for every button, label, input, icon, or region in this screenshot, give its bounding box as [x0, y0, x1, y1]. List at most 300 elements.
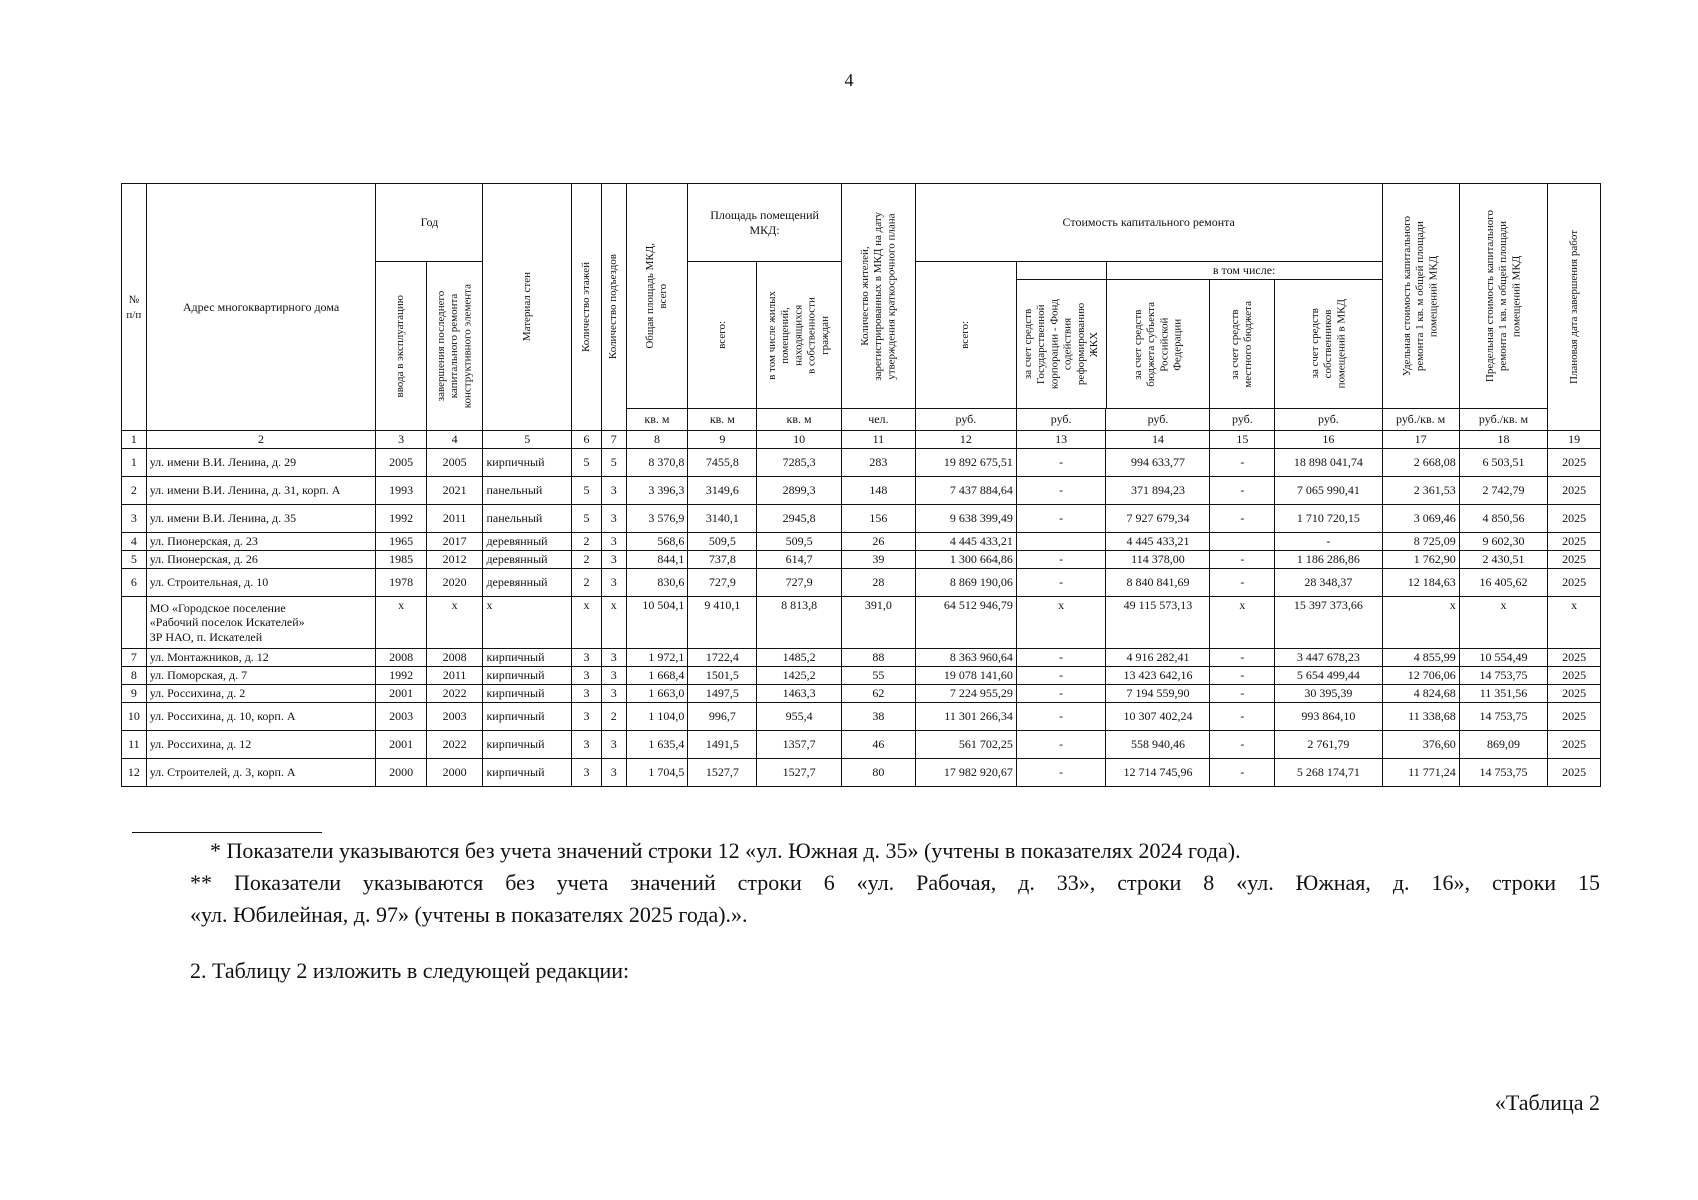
cell-premises-owned: 1357,7 — [757, 731, 841, 759]
cell-max-cost: 14 753,75 — [1459, 703, 1548, 731]
cell-cost-region: 13 423 642,16 — [1106, 667, 1210, 685]
cell-max-cost: 14 753,75 — [1459, 667, 1548, 685]
cell-entrances: 5 — [601, 449, 626, 477]
cell-unit-cost: 11 771,24 — [1382, 759, 1459, 787]
cell-cost-owners: 2 761,79 — [1275, 731, 1382, 759]
cell-planned-date: 2025 — [1548, 649, 1601, 667]
cell-year-repair: 2000 — [426, 759, 483, 787]
header-address: Адрес многоквартирного дома — [146, 184, 376, 431]
cell-year-repair: 2021 — [426, 477, 483, 505]
cell-total-area: 8 370,8 — [626, 449, 688, 477]
column-number: 5 — [483, 431, 572, 449]
cell-num: 7 — [122, 649, 147, 667]
cell-cost-fund — [1016, 533, 1106, 551]
cell-floors: 3 — [572, 685, 602, 703]
header-entrances: Количество подъездов — [601, 184, 626, 431]
header-total-area: Общая площадь МКД, всего — [626, 184, 688, 409]
cell-unit-cost: 4 824,68 — [1382, 685, 1459, 703]
cell-planned-date: 2025 — [1548, 551, 1601, 569]
cell-cost-local: x — [1210, 597, 1275, 649]
table-row — [122, 731, 1601, 759]
cell-unit-cost: x — [1382, 597, 1459, 649]
cell-wall-material: кирпичный — [483, 731, 572, 759]
cell-year-commission: 2001 — [376, 685, 426, 703]
cell-premises-owned: 614,7 — [757, 551, 841, 569]
cell-cost-local: - — [1210, 569, 1275, 597]
column-number: 16 — [1275, 431, 1382, 449]
cell-planned-date: 2025 — [1548, 759, 1601, 787]
cell-year-repair: 2003 — [426, 703, 483, 731]
cell-total-area: 1 704,5 — [626, 759, 688, 787]
cell-residents: 283 — [841, 449, 915, 477]
cell-premises-total: 3149,6 — [688, 477, 757, 505]
cell-cost-region: 49 115 573,13 — [1106, 597, 1210, 649]
cell-planned-date: 2025 — [1548, 533, 1601, 551]
header-premises-owned: в том числе жилых помещений, находящихся в собственности граждан — [757, 262, 841, 409]
table-row — [122, 703, 1601, 731]
cell-unit-cost: 4 855,99 — [1382, 649, 1459, 667]
cell-residents: 88 — [841, 649, 915, 667]
cell-num: 1 — [122, 449, 147, 477]
cell-cost-local: - — [1210, 703, 1275, 731]
cell-floors: 3 — [572, 703, 602, 731]
cell-cost-owners: 18 898 041,74 — [1275, 449, 1382, 477]
cell-year-repair: 2011 — [426, 667, 483, 685]
column-number: 18 — [1459, 431, 1548, 449]
cell-cost-owners: 30 395,39 — [1275, 685, 1382, 703]
cell-num: 8 — [122, 667, 147, 685]
cell-year-commission: 1992 — [376, 667, 426, 685]
cell-max-cost: 14 753,75 — [1459, 759, 1548, 787]
cell-premises-owned: 1425,2 — [757, 667, 841, 685]
cell-cost-total: 11 301 266,34 — [915, 703, 1016, 731]
cell-year-commission: 1965 — [376, 533, 426, 551]
cell-wall-material: деревянный — [483, 551, 572, 569]
cell-cost-region: 10 307 402,24 — [1106, 703, 1210, 731]
cell-residents: 38 — [841, 703, 915, 731]
header-cost-local: за счет средств местного бюджета — [1210, 280, 1275, 409]
header-floors: Количество этажей — [572, 184, 602, 431]
cell-year-repair: 2017 — [426, 533, 483, 551]
cell-address: ул. Россихина, д. 2 — [146, 685, 376, 703]
cell-unit-cost: 2 361,53 — [1382, 477, 1459, 505]
column-number: 10 — [757, 431, 841, 449]
cell-year-commission: 1992 — [376, 505, 426, 533]
cell-floors: 2 — [572, 569, 602, 597]
cell-max-cost: 6 503,51 — [1459, 449, 1548, 477]
cell-address-text: МО «Городское поселение «Рабочий поселок Искателей» ЗР НАО, п. Искателей — [149, 600, 305, 644]
cell-cost-total: 7 437 884,64 — [915, 477, 1016, 505]
table-row — [122, 685, 1601, 703]
cell-planned-date: x — [1548, 597, 1601, 649]
column-number: 9 — [688, 431, 757, 449]
cell-entrances: 2 — [601, 703, 626, 731]
cell-max-cost: 2 430,51 — [1459, 551, 1548, 569]
cell-entrances: 3 — [601, 731, 626, 759]
cell-wall-material: кирпичный — [483, 759, 572, 787]
cell-max-cost: 4 850,56 — [1459, 505, 1548, 533]
footnote-separator — [132, 832, 322, 833]
header-cost-including-block — [1016, 262, 1382, 409]
cell-total-area: 10 504,1 — [626, 597, 688, 649]
cell-premises-owned: 7285,3 — [757, 449, 841, 477]
cell-cost-local: - — [1210, 551, 1275, 569]
cell-entrances: 3 — [601, 759, 626, 787]
cell-year-repair: 2020 — [426, 569, 483, 597]
cell-total-area: 1 635,4 — [626, 731, 688, 759]
cell-year-commission: 2003 — [376, 703, 426, 731]
cell-residents: 39 — [841, 551, 915, 569]
cell-year-commission: 1978 — [376, 569, 426, 597]
cell-total-area: 1 104,0 — [626, 703, 688, 731]
cell-total-area: 568,6 — [626, 533, 688, 551]
cell-residents: 55 — [841, 667, 915, 685]
cell-residents: 26 — [841, 533, 915, 551]
cell-premises-total: 1722,4 — [688, 649, 757, 667]
cell-unit-cost: 2 668,08 — [1382, 449, 1459, 477]
column-number: 1 — [122, 431, 147, 449]
cell-address: ул. имени В.И. Ленина, д. 31, корп. А — [146, 477, 376, 505]
unit-cost-fund: руб. — [1016, 409, 1106, 431]
unit-residents: чел. — [841, 409, 915, 431]
cell-year-commission: 2000 — [376, 759, 426, 787]
cell-floors: x — [572, 597, 602, 649]
cell-planned-date: 2025 — [1548, 569, 1601, 597]
cell-residents: 46 — [841, 731, 915, 759]
cell-premises-owned: 2899,3 — [757, 477, 841, 505]
cell-cost-total: 8 869 190,06 — [915, 569, 1016, 597]
cell-premises-owned: 1527,7 — [757, 759, 841, 787]
unit-max-cost: руб./кв. м — [1459, 409, 1548, 431]
cell-entrances: x — [601, 597, 626, 649]
table-caption: «Таблица 2 — [1494, 1090, 1600, 1115]
cell-premises-total: 996,7 — [688, 703, 757, 731]
column-number: 8 — [626, 431, 688, 449]
cell-premises-total: 1491,5 — [688, 731, 757, 759]
header-cost-owners: за счет средств собственников помещений в МКД — [1275, 280, 1382, 409]
cell-num: 11 — [122, 731, 147, 759]
header-year-repair: завершения последнего капитального ремонта конструктивного элемента — [426, 262, 483, 431]
cell-residents: 62 — [841, 685, 915, 703]
cell-cost-fund: x — [1016, 597, 1106, 649]
unit-cost-local: руб. — [1210, 409, 1275, 431]
cell-floors: 2 — [572, 551, 602, 569]
cell-planned-date: 2025 — [1548, 477, 1601, 505]
cell-cost-local: - — [1210, 449, 1275, 477]
cell-cost-total: 64 512 946,79 — [915, 597, 1016, 649]
unit-premises-owned: кв. м — [757, 409, 841, 431]
cell-premises-owned: 509,5 — [757, 533, 841, 551]
cell-cost-owners: 5 268 174,71 — [1275, 759, 1382, 787]
cell-address: ул. Строителей, д. 3, корп. А — [146, 759, 376, 787]
cell-cost-owners: 5 654 499,44 — [1275, 667, 1382, 685]
cell-premises-owned: 2945,8 — [757, 505, 841, 533]
cell-floors: 3 — [572, 649, 602, 667]
header-cost-region: за счет средств бюджета субъекта Российской Федерации — [1106, 280, 1210, 409]
cell-address: ул. Поморская, д. 7 — [146, 667, 376, 685]
cell-residents: 391,0 — [841, 597, 915, 649]
cell-max-cost: 9 602,30 — [1459, 533, 1548, 551]
cell-cost-local: - — [1210, 759, 1275, 787]
cell-unit-cost: 376,60 — [1382, 731, 1459, 759]
cell-year-commission: 1993 — [376, 477, 426, 505]
cell-year-commission: 1985 — [376, 551, 426, 569]
cell-premises-total: 727,9 — [688, 569, 757, 597]
cell-max-cost: 16 405,62 — [1459, 569, 1548, 597]
cell-address: ул. Россихина, д. 12 — [146, 731, 376, 759]
cell-cost-total: 17 982 920,67 — [915, 759, 1016, 787]
cell-total-area: 1 668,4 — [626, 667, 688, 685]
cell-cost-region: 994 633,77 — [1106, 449, 1210, 477]
cell-address: ул. Строительная, д. 10 — [146, 569, 376, 597]
cell-cost-region: 371 894,23 — [1106, 477, 1210, 505]
header-unit-cost: Удельная стоимость капитального ремонта 1 кв. м общей площади помещений МКД — [1382, 184, 1459, 409]
cell-year-commission: 2005 — [376, 449, 426, 477]
header-num: № п/п — [122, 184, 147, 431]
cell-premises-total: 7455,8 — [688, 449, 757, 477]
cell-cost-region: 8 840 841,69 — [1106, 569, 1210, 597]
table-row — [122, 477, 1601, 505]
cell-premises-owned: 955,4 — [757, 703, 841, 731]
footnote-1: * Показатели указываются без учета значений строки 12 «ул. Южная д. 35» (учтены в показателях 2024 года). — [210, 838, 1241, 863]
column-number: 4 — [426, 431, 483, 449]
cell-cost-total: 7 224 955,29 — [915, 685, 1016, 703]
cell-unit-cost: 12 706,06 — [1382, 667, 1459, 685]
cell-wall-material: деревянный — [483, 569, 572, 597]
cell-cost-region: 12 714 745,96 — [1106, 759, 1210, 787]
cell-floors: 3 — [572, 759, 602, 787]
cell-cost-region: 114 378,00 — [1106, 551, 1210, 569]
column-number: 12 — [915, 431, 1016, 449]
cell-cost-region: 558 940,46 — [1106, 731, 1210, 759]
cell-cost-owners: 7 065 990,41 — [1275, 477, 1382, 505]
cell-premises-total: 9 410,1 — [688, 597, 757, 649]
cell-address: ул. Пионерская, д. 26 — [146, 551, 376, 569]
cell-premises-total: 1501,5 — [688, 667, 757, 685]
cell-planned-date: 2025 — [1548, 505, 1601, 533]
cell-unit-cost: 1 762,90 — [1382, 551, 1459, 569]
capital-repair-table — [121, 183, 1601, 787]
table-row — [122, 533, 1601, 551]
cell-cost-owners: 1 710 720,15 — [1275, 505, 1382, 533]
cell-max-cost: 869,09 — [1459, 731, 1548, 759]
table-row — [122, 667, 1601, 685]
cell-year-repair: 2011 — [426, 505, 483, 533]
header-premises-total: всего: — [688, 262, 757, 409]
cell-cost-fund: - — [1016, 731, 1106, 759]
cell-total-area: 3 576,9 — [626, 505, 688, 533]
cell-max-cost: 2 742,79 — [1459, 477, 1548, 505]
cell-floors: 2 — [572, 533, 602, 551]
cell-cost-fund: - — [1016, 505, 1106, 533]
cell-cost-total: 19 892 675,51 — [915, 449, 1016, 477]
cell-cost-total: 9 638 399,49 — [915, 505, 1016, 533]
table-row — [122, 551, 1601, 569]
cell-cost-local — [1210, 533, 1275, 551]
cell-cost-total: 8 363 960,64 — [915, 649, 1016, 667]
cell-entrances: 3 — [601, 569, 626, 597]
cell-premises-total: 737,8 — [688, 551, 757, 569]
cell-num: 9 — [122, 685, 147, 703]
cell-wall-material: кирпичный — [483, 703, 572, 731]
header-residents: Количество жителей, зарегистрированных в МКД на дату утверждения краткосрочного плана — [841, 184, 915, 409]
cell-cost-owners: 15 397 373,66 — [1275, 597, 1382, 649]
cell-wall-material: панельный — [483, 477, 572, 505]
unit-total-area: кв. м — [626, 409, 688, 431]
cell-cost-local: - — [1210, 505, 1275, 533]
cell-entrances: 3 — [601, 551, 626, 569]
cell-premises-owned: 1463,3 — [757, 685, 841, 703]
cell-total-area: 1 663,0 — [626, 685, 688, 703]
header-cost-fund: за счет средств Государственной корпорации - Фонд содействия реформированию ЖКХ — [1021, 298, 1100, 390]
table-row-mo-total — [122, 597, 1601, 649]
cell-entrances: 3 — [601, 667, 626, 685]
cell-cost-total: 19 078 141,60 — [915, 667, 1016, 685]
table-row — [122, 569, 1601, 597]
table-row — [122, 505, 1601, 533]
cell-cost-fund: - — [1016, 759, 1106, 787]
header-max-cost: Предельная стоимость капитального ремонта 1 кв. м общей площади помещений МКД — [1459, 184, 1548, 409]
cell-floors: 3 — [572, 667, 602, 685]
cell-address: ул. Пионерская, д. 23 — [146, 533, 376, 551]
cell-year-repair: 2022 — [426, 685, 483, 703]
cell-max-cost: x — [1459, 597, 1548, 649]
cell-year-repair: 2008 — [426, 649, 483, 667]
column-number: 19 — [1548, 431, 1601, 449]
cell-num: 4 — [122, 533, 147, 551]
cell-residents: 80 — [841, 759, 915, 787]
column-number: 15 — [1210, 431, 1275, 449]
unit-cost-owners: руб. — [1275, 409, 1382, 431]
cell-cost-fund: - — [1016, 569, 1106, 597]
header-premises-area: Площадь помещений МКД: — [688, 184, 841, 262]
column-number: 7 — [601, 431, 626, 449]
cell-max-cost: 10 554,49 — [1459, 649, 1548, 667]
cell-entrances: 3 — [601, 649, 626, 667]
unit-cost-region: руб. — [1106, 409, 1210, 431]
cell-cost-owners: - — [1275, 533, 1382, 551]
table-row — [122, 759, 1601, 787]
cell-cost-local: - — [1210, 731, 1275, 759]
cell-cost-local: - — [1210, 477, 1275, 505]
cell-wall-material: кирпичный — [483, 649, 572, 667]
header-year: Год — [376, 184, 483, 262]
cell-premises-total: 1527,7 — [688, 759, 757, 787]
column-number: 14 — [1106, 431, 1210, 449]
cell-cost-region: 7 927 679,34 — [1106, 505, 1210, 533]
column-number: 17 — [1382, 431, 1459, 449]
cell-year-repair: x — [426, 597, 483, 649]
cell-entrances: 3 — [601, 477, 626, 505]
cell-num: 6 — [122, 569, 147, 597]
column-number: 3 — [376, 431, 426, 449]
cell-premises-total: 509,5 — [688, 533, 757, 551]
cell-residents: 148 — [841, 477, 915, 505]
cell-num: 3 — [122, 505, 147, 533]
cell-cost-fund: - — [1016, 685, 1106, 703]
cell-cost-fund: - — [1016, 449, 1106, 477]
cell-cost-fund: - — [1016, 649, 1106, 667]
header-planned-date: Плановая дата завершения работ — [1548, 184, 1601, 431]
cell-wall-material: x — [483, 597, 572, 649]
cell-num: 12 — [122, 759, 147, 787]
cell-unit-cost: 12 184,63 — [1382, 569, 1459, 597]
page-number: 4 — [844, 70, 854, 90]
cell-max-cost: 11 351,56 — [1459, 685, 1548, 703]
cell-wall-material: кирпичный — [483, 667, 572, 685]
cell-wall-material: кирпичный — [483, 449, 572, 477]
cell-cost-owners: 28 348,37 — [1275, 569, 1382, 597]
column-number: 6 — [572, 431, 602, 449]
cell-year-repair: 2005 — [426, 449, 483, 477]
cell-cost-local: - — [1210, 649, 1275, 667]
cell-num: 2 — [122, 477, 147, 505]
header-wall-material: Материал стен — [483, 184, 572, 431]
cell-total-area: 1 972,1 — [626, 649, 688, 667]
cell-entrances: 3 — [601, 685, 626, 703]
table-row — [122, 449, 1601, 477]
cell-year-repair: 2022 — [426, 731, 483, 759]
cell-cost-total: 1 300 664,86 — [915, 551, 1016, 569]
cell-planned-date: 2025 — [1548, 731, 1601, 759]
cell-residents: 28 — [841, 569, 915, 597]
cell-num: 10 — [122, 703, 147, 731]
cell-year-commission: 2001 — [376, 731, 426, 759]
cell-cost-region: 7 194 559,90 — [1106, 685, 1210, 703]
footnote-2-line-2: «ул. Юбилейная, д. 97» (учтены в показателях 2025 года).». — [190, 902, 748, 927]
cell-num — [122, 597, 147, 649]
cell-wall-material: кирпичный — [483, 685, 572, 703]
cell-year-commission: x — [376, 597, 426, 649]
cell-address: ул. имени В.И. Ленина, д. 29 — [146, 449, 376, 477]
cell-entrances: 3 — [601, 505, 626, 533]
cell-unit-cost: 11 338,68 — [1382, 703, 1459, 731]
cell-total-area: 844,1 — [626, 551, 688, 569]
section-instruction: 2. Таблицу 2 изложить в следующей редакции: — [190, 958, 630, 983]
cell-total-area: 830,6 — [626, 569, 688, 597]
cell-planned-date: 2025 — [1548, 449, 1601, 477]
cell-premises-owned: 1485,2 — [757, 649, 841, 667]
cell-floors: 3 — [572, 731, 602, 759]
cell-premises-total: 1497,5 — [688, 685, 757, 703]
cell-wall-material: панельный — [483, 505, 572, 533]
cell-residents: 156 — [841, 505, 915, 533]
header-cost-including: в том числе: — [1106, 262, 1381, 280]
cell-unit-cost: 8 725,09 — [1382, 533, 1459, 551]
column-number: 11 — [841, 431, 915, 449]
cell-premises-total: 3140,1 — [688, 505, 757, 533]
cell-cost-owners: 993 864,10 — [1275, 703, 1382, 731]
cell-num: 5 — [122, 551, 147, 569]
header-year-commission: ввода в эксплуатацию — [376, 262, 426, 431]
cell-year-repair: 2012 — [426, 551, 483, 569]
cell-cost-fund: - — [1016, 703, 1106, 731]
cell-planned-date: 2025 — [1548, 667, 1601, 685]
unit-premises-total: кв. м — [688, 409, 757, 431]
header-cost-total: всего: — [915, 262, 1016, 409]
cell-cost-region: 4 445 433,21 — [1106, 533, 1210, 551]
cell-entrances: 3 — [601, 533, 626, 551]
cell-floors: 5 — [572, 477, 602, 505]
cell-total-area: 3 396,3 — [626, 477, 688, 505]
cell-cost-owners: 3 447 678,23 — [1275, 649, 1382, 667]
cell-cost-total: 4 445 433,21 — [915, 533, 1016, 551]
cell-floors: 5 — [572, 449, 602, 477]
table-body — [122, 449, 1601, 787]
column-numbers-row — [122, 431, 1601, 449]
cell-address: ул. Россихина, д. 10, корп. А — [146, 703, 376, 731]
cell-cost-owners: 1 186 286,86 — [1275, 551, 1382, 569]
